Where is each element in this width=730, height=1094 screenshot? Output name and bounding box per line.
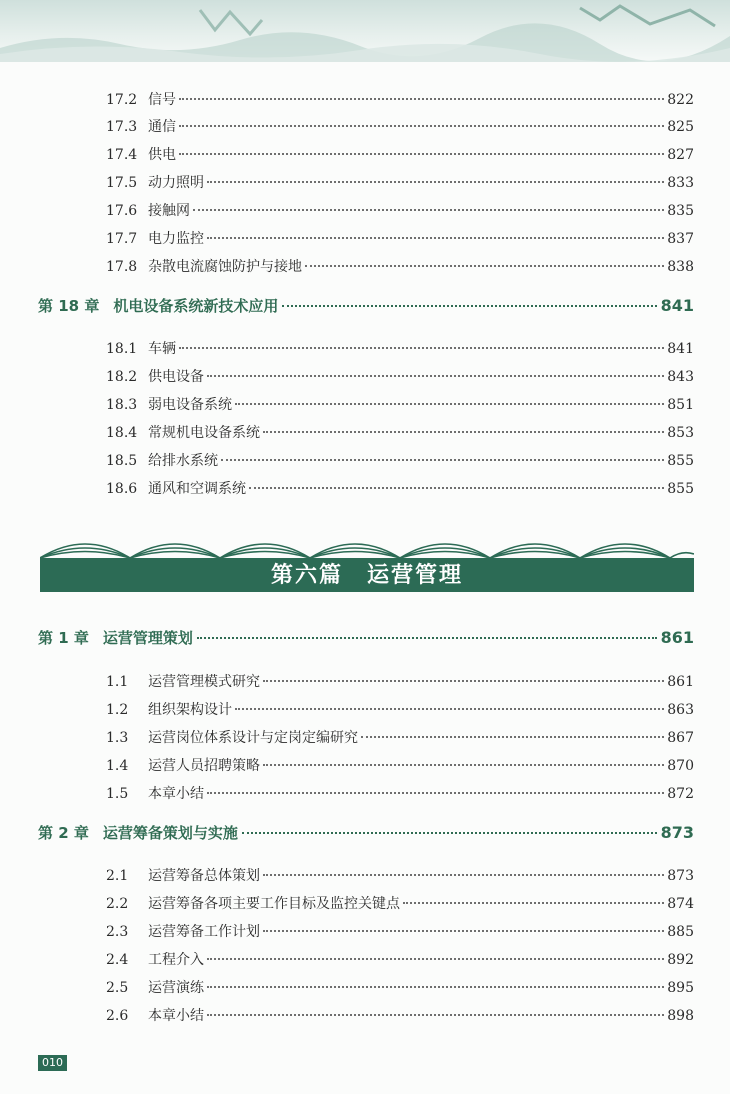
section-number: 1.5 [106, 786, 129, 802]
leader-dots [263, 930, 664, 932]
toc-entry[interactable] [106, 949, 694, 971]
chapter-page: 873 [660, 823, 694, 842]
page-number: 872 [667, 786, 694, 802]
page-number: 843 [667, 369, 694, 385]
section-title: 本章小结 [148, 1008, 204, 1024]
section-number: 2.6 [106, 1008, 129, 1024]
part-banner [40, 532, 694, 592]
section-title: 供电设备 [148, 369, 204, 385]
page-number: 892 [667, 952, 694, 968]
section-title: 信号 [148, 92, 176, 108]
section-title: 运营管理模式研究 [148, 674, 260, 690]
toc-entry[interactable] [106, 116, 694, 138]
leader-dots [235, 708, 664, 710]
toc-entry[interactable] [106, 256, 694, 278]
section-title: 供电 [148, 147, 176, 163]
section-number: 18.5 [106, 453, 138, 469]
leader-dots [193, 209, 664, 211]
section-number: 17.5 [106, 175, 138, 191]
leader-dots [207, 958, 664, 960]
chapter-number: 第 2 章 [38, 824, 89, 842]
page-number: 895 [667, 980, 694, 996]
chapter-number: 第 18 章 [38, 297, 100, 315]
section-title: 本章小结 [148, 786, 204, 802]
chapter-title: 运营筹备策划与实施 [102, 824, 238, 842]
page-number: 853 [667, 425, 694, 441]
page-number: 867 [667, 730, 694, 746]
section-number: 1.2 [106, 702, 129, 718]
toc-entry[interactable] [106, 699, 694, 721]
section-number: 17.2 [106, 92, 138, 108]
toc-entry[interactable] [106, 977, 694, 999]
leader-dots [179, 347, 664, 349]
toc-entry[interactable] [106, 865, 694, 887]
section-title: 运营演练 [148, 980, 204, 996]
chapter-number: 第 1 章 [38, 629, 89, 647]
section-number: 1.3 [106, 730, 129, 746]
toc-entry[interactable] [106, 172, 694, 194]
chapter-title: 运营管理策划 [102, 629, 193, 647]
page-number: 874 [667, 896, 694, 912]
leader-dots [263, 680, 664, 682]
leader-dots [282, 305, 656, 307]
leader-dots [207, 237, 664, 239]
section-title: 车辆 [148, 341, 176, 357]
leader-dots [179, 153, 664, 155]
section-number: 18.4 [106, 425, 138, 441]
toc-entry[interactable] [106, 478, 694, 500]
toc-entry[interactable] [106, 228, 694, 250]
leader-dots [263, 874, 664, 876]
section-title: 给排水系统 [148, 453, 218, 469]
leader-dots [207, 375, 664, 377]
section-title: 运营筹备工作计划 [148, 924, 260, 940]
leader-dots [221, 459, 664, 461]
chapter-page: 861 [660, 628, 694, 647]
page-number: 851 [667, 397, 694, 413]
leader-dots [263, 431, 664, 433]
section-title: 杂散电流腐蚀防护与接地 [148, 259, 302, 275]
section-number: 17.6 [106, 203, 138, 219]
page-number: 855 [667, 481, 694, 497]
toc-entry[interactable] [106, 671, 694, 693]
page-number: 863 [667, 702, 694, 718]
toc-entry[interactable] [106, 921, 694, 943]
section-number: 2.1 [106, 868, 129, 884]
section-title: 运营筹备总体策划 [148, 868, 260, 884]
leader-dots [207, 986, 664, 988]
page-number: 841 [667, 341, 694, 357]
leader-dots [263, 764, 664, 766]
section-number: 17.3 [106, 119, 138, 135]
section-number: 17.4 [106, 147, 138, 163]
page-number: 870 [667, 758, 694, 774]
section-title: 工程介入 [148, 952, 204, 968]
section-number: 18.2 [106, 369, 138, 385]
toc-entry[interactable] [106, 893, 694, 915]
section-number: 2.5 [106, 980, 129, 996]
page-number: 855 [667, 453, 694, 469]
section-title: 运营筹备各项主要工作目标及监控关键点 [148, 896, 400, 912]
toc-entry[interactable] [106, 394, 694, 416]
section-title: 弱电设备系统 [148, 397, 232, 413]
leader-dots [207, 1014, 664, 1016]
folio-page-number: 010 [38, 1055, 67, 1071]
part-title-bar [40, 558, 694, 592]
section-number: 18.1 [106, 341, 138, 357]
section-number: 1.1 [106, 674, 129, 690]
page-number: 898 [667, 1008, 694, 1024]
page-number: 835 [667, 203, 694, 219]
toc-entry[interactable] [106, 755, 694, 777]
page-number: 833 [667, 175, 694, 191]
section-title: 通信 [148, 119, 176, 135]
toc-entry[interactable] [106, 200, 694, 222]
leader-dots [179, 125, 664, 127]
toc-entry[interactable] [106, 366, 694, 388]
section-number: 17.7 [106, 231, 138, 247]
toc-entry[interactable] [106, 144, 694, 166]
page-number: 822 [667, 92, 694, 108]
section-title: 运营岗位体系设计与定岗定编研究 [148, 730, 358, 746]
chapter-entry[interactable] [38, 295, 694, 321]
section-number: 17.8 [106, 259, 138, 275]
chapter-entry[interactable] [38, 627, 694, 653]
leader-dots [207, 181, 664, 183]
section-title: 运营人员招聘策略 [148, 758, 260, 774]
page-number: 837 [667, 231, 694, 247]
section-number: 1.4 [106, 758, 129, 774]
part-title: 第六篇 运营管理 [270, 562, 463, 588]
section-title: 电力监控 [148, 231, 204, 247]
leader-dots [207, 792, 664, 794]
leader-dots [242, 832, 657, 834]
leader-dots [403, 902, 664, 904]
page-number: 825 [667, 119, 694, 135]
leader-dots [235, 403, 664, 405]
chapter-entry[interactable] [38, 822, 694, 848]
page-number: 838 [667, 259, 694, 275]
leader-dots [361, 736, 664, 738]
section-title: 常规机电设备系统 [148, 425, 260, 441]
page-number: 861 [667, 674, 694, 690]
leader-dots [179, 98, 664, 100]
toc-entry[interactable] [106, 1005, 694, 1027]
leader-dots [305, 265, 664, 267]
toc-entry[interactable] [106, 89, 694, 111]
chapter-title: 机电设备系统新技术应用 [113, 297, 279, 315]
toc-entry[interactable] [106, 450, 694, 472]
section-number: 2.4 [106, 952, 129, 968]
page-number: 827 [667, 147, 694, 163]
chapter-page: 841 [660, 296, 694, 315]
section-number: 18.3 [106, 397, 138, 413]
wave-decoration-icon [40, 532, 694, 560]
toc-entry[interactable] [106, 783, 694, 805]
leader-dots [197, 637, 657, 639]
leader-dots [249, 487, 664, 489]
section-title: 通风和空调系统 [148, 481, 246, 497]
header-decoration [0, 0, 730, 62]
section-title: 动力照明 [148, 175, 204, 191]
section-title: 组织架构设计 [148, 702, 232, 718]
toc-entry[interactable] [106, 422, 694, 444]
toc-entry[interactable] [106, 338, 694, 360]
page-number: 873 [667, 868, 694, 884]
page-number: 885 [667, 924, 694, 940]
section-number: 2.3 [106, 924, 129, 940]
toc-entry[interactable] [106, 727, 694, 749]
section-number: 18.6 [106, 481, 138, 497]
section-number: 2.2 [106, 896, 129, 912]
section-title: 接触网 [148, 203, 190, 219]
